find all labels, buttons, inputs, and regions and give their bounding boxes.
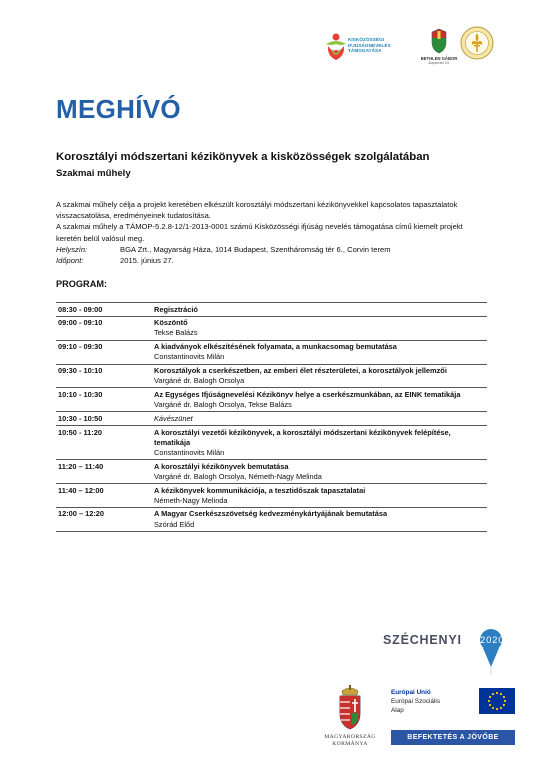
program-speaker: Szórád Előd bbox=[154, 519, 195, 529]
bethlen-logo bbox=[420, 28, 458, 72]
program-speaker: Constantinovits Milán bbox=[154, 447, 225, 457]
program-row bbox=[56, 426, 487, 460]
page-title: MEGHÍVÓ bbox=[56, 94, 181, 124]
kiskozossegi-logo bbox=[323, 30, 421, 70]
program-row bbox=[56, 388, 487, 412]
program-details bbox=[150, 412, 487, 426]
program-speaker: Németh-Nagy Melinda bbox=[154, 495, 228, 505]
event-subtitle: Szakmai műhely bbox=[56, 168, 131, 179]
eu-star bbox=[496, 708, 498, 710]
szechenyi-2020-logo bbox=[383, 629, 513, 679]
eu-star bbox=[504, 700, 506, 702]
program-speaker: Vargáné dr. Balogh Orsolya, Tekse Balázs bbox=[154, 400, 292, 410]
eu-flag-icon bbox=[479, 688, 515, 714]
fleur-de-lis-seal-icon bbox=[460, 26, 494, 60]
kiskoz-line-1: KISKÖZÖSSÉGI bbox=[348, 37, 385, 42]
program-event: Korosztályok a cserkészetben, az emberi élet részterületei, a korosztályok jellemzői bbox=[154, 366, 447, 376]
program-event: Köszöntő bbox=[154, 318, 188, 328]
program-row bbox=[56, 412, 487, 426]
eu-line-3: Alap bbox=[391, 707, 404, 715]
program-time: 12:00 – 12:20 bbox=[56, 507, 150, 531]
program-event: A kiadványok elkészítésének folyamata, a munkacsomag bemutatása bbox=[154, 342, 397, 352]
eu-star bbox=[492, 707, 494, 709]
program-event: A kézikönyvek kommunikációja, a tesztidőszak tapasztalatai bbox=[154, 485, 366, 495]
eu-star bbox=[492, 693, 494, 695]
program-row bbox=[56, 340, 487, 364]
program-time: 09:10 - 09:30 bbox=[56, 340, 150, 364]
scout-seal-logo bbox=[460, 26, 494, 60]
program-row bbox=[56, 484, 487, 508]
program-row bbox=[56, 303, 487, 317]
venue-row bbox=[56, 244, 486, 255]
header-logos bbox=[323, 26, 493, 74]
kiskoz-line-2: IFJÚSÁGNEVELÉS bbox=[348, 42, 391, 48]
kormany-line-1: MAGYARORSZÁG bbox=[324, 734, 376, 740]
eu-star bbox=[503, 696, 505, 698]
program-details bbox=[150, 316, 487, 340]
program-details bbox=[150, 364, 487, 388]
program-time: 11:20 – 11:40 bbox=[56, 460, 150, 484]
eu-star bbox=[500, 707, 502, 709]
kiskozossegi-figure-icon bbox=[323, 32, 349, 62]
program-time: 09:30 - 10:10 bbox=[56, 364, 150, 388]
program-details bbox=[150, 426, 487, 460]
program-event: Kávészünet bbox=[154, 413, 193, 423]
program-speaker: Vargáné dr. Balogh Orsolya, Németh-Nagy Melinda bbox=[154, 471, 322, 481]
szechenyi-text: SZÉCHENYI bbox=[383, 633, 462, 647]
kiskoz-line-3: TÁMOGATÁSA bbox=[348, 48, 382, 54]
bethlen-sub: Alapkezelő Zrt. bbox=[428, 61, 450, 65]
program-event: A Magyar Cserkészszövetség kedvezménykártyájának bemutatása bbox=[154, 509, 388, 519]
program-details bbox=[150, 340, 487, 364]
program-details bbox=[150, 484, 487, 508]
eu-star bbox=[489, 704, 491, 706]
program-speaker: Vargáné dr. Balogh Orsolya bbox=[154, 376, 245, 386]
eu-star bbox=[500, 693, 502, 695]
eu-line-2: Európai Szociális bbox=[391, 698, 441, 706]
program-row bbox=[56, 507, 487, 531]
program-time: 10:10 - 10:30 bbox=[56, 388, 150, 412]
coat-of-arms-icon bbox=[330, 685, 370, 731]
hungarian-government-logo bbox=[319, 685, 381, 755]
venue-label: Helyszín: bbox=[56, 244, 88, 254]
program-details bbox=[150, 460, 487, 484]
program-row bbox=[56, 460, 487, 484]
program-event: Regisztráció bbox=[154, 304, 198, 314]
bethlen-name: BETHLEN GÁBOR bbox=[420, 56, 458, 61]
program-details bbox=[150, 507, 487, 531]
program-event: A korosztályi vezetői kézikönyvek, a korosztályi módszertani kézikönyvek felépítése, tematikája bbox=[154, 427, 451, 447]
szechenyi-year: 2020 bbox=[480, 635, 505, 646]
program-time: 11:40 – 12:00 bbox=[56, 484, 150, 508]
date-label: Időpont: bbox=[56, 256, 84, 266]
program-speaker: Constantinovits Milán bbox=[154, 352, 225, 362]
program-speaker: Tekse Balázs bbox=[154, 328, 198, 338]
program-event: A korosztályi kézikönyvek bemutatása bbox=[154, 461, 289, 471]
intro-paragraph-2: A szakmai műhely a TÁMOP-5.2.8-12/1-2013-0001 számú Kisközösségi ifjúság nevelés támogatása című kiemelt projekt keretén belül valósul meg. bbox=[56, 222, 463, 243]
intro-section bbox=[56, 199, 486, 266]
eu-banner: BEFEKTETÉS A JÖVŐBE bbox=[391, 730, 515, 745]
program-row bbox=[56, 364, 487, 388]
program-heading: PROGRAM: bbox=[56, 279, 108, 289]
program-details bbox=[150, 303, 487, 317]
date-row bbox=[56, 255, 486, 266]
eu-logo bbox=[391, 688, 515, 746]
date-value: 2015. június 27. bbox=[120, 256, 174, 266]
eu-line-1: Európai Unió bbox=[391, 689, 431, 696]
crest-icon bbox=[429, 28, 449, 54]
intro-paragraph-1: A szakmai műhely célja a projekt keretében elkészült korosztályi módszertani kézikönyvekkel kapcsolatos tapasztalatok visszacsatolása, eredményeinek tudatosítása. bbox=[56, 200, 458, 221]
program-table bbox=[56, 302, 487, 532]
program-time: 10:30 - 10:50 bbox=[56, 412, 150, 426]
venue-value: BGA Zrt., Magyarság Háza, 1014 Budapest, Szentháromság tér 6., Corvin terem bbox=[120, 244, 391, 254]
program-time: 08:30 - 09:00 bbox=[56, 303, 150, 317]
eu-star bbox=[503, 704, 505, 706]
eu-star bbox=[488, 700, 490, 702]
program-event: Az Egységes Ifjúságnevelési Kézikönyv helye a cserkészmunkában, az EINK tematikája bbox=[154, 389, 461, 399]
program-details bbox=[150, 388, 487, 412]
event-title: Korosztályi módszertani kézikönyvek a kisközösségek szolgálatában bbox=[56, 151, 430, 163]
kormany-line-2: KORMÁNYA bbox=[332, 741, 368, 747]
program-time: 09:00 - 09:10 bbox=[56, 316, 150, 340]
program-time: 10:50 - 11:20 bbox=[56, 426, 150, 460]
program-row bbox=[56, 316, 487, 340]
eu-star bbox=[489, 696, 491, 698]
eu-star bbox=[496, 692, 498, 694]
